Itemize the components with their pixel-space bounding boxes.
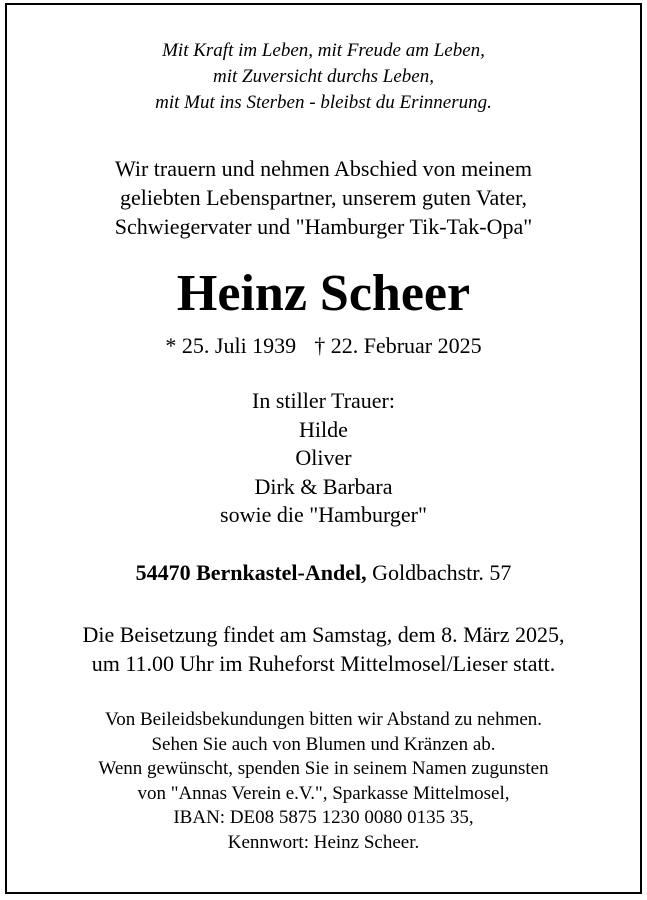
motto	[0, 38, 647, 116]
intro-line: geliebten Lebenspartner, unserem guten Vater,	[119, 185, 528, 210]
condolence-notice	[0, 708, 647, 855]
intro-line: Schwiegervater und "Hamburger Tik-Tak-Opa"	[114, 214, 533, 239]
address-city: 54470 Bernkastel-Andel,	[135, 560, 367, 585]
mourner-name: Dirk & Barbara	[254, 473, 393, 499]
birth-date: * 25. Juli 1939	[165, 333, 297, 358]
mourner-name: sowie die "Hamburger"	[220, 502, 427, 527]
burial-line: Die Beisetzung findet am Samstag, dem 8. März 2025,	[82, 622, 565, 647]
deceased-name: Heinz Scheer	[176, 265, 471, 322]
intro-line: Wir trauern und nehmen Abschied von meinem	[114, 156, 532, 181]
intro-text	[0, 154, 647, 241]
notice-line: IBAN: DE08 5875 1230 0080 0135 35,	[173, 807, 474, 828]
burial-info	[0, 620, 647, 678]
notice-line: Sehen Sie auch von Blumen und Kränzen ab.	[151, 733, 496, 755]
notice-line: Von Beileidsbekundungen bitten wir Abstand zu nehmen.	[104, 709, 543, 730]
mourners	[0, 387, 647, 530]
motto-line: Mit Kraft im Leben, mit Freude am Leben,	[162, 40, 485, 61]
notice-line: von "Annas Verein e.V.", Sparkasse Mittelmosel,	[137, 782, 510, 804]
life-dates	[0, 331, 647, 360]
motto-line: mit Mut ins Sterben - bleibst du Erinnerung.	[155, 92, 492, 113]
motto-line: mit Zuversicht durchs Leben,	[213, 66, 434, 87]
mourner-name: Oliver	[295, 445, 352, 470]
mourner-name: Hilde	[299, 416, 348, 442]
notice-line: Kennwort: Heinz Scheer.	[227, 831, 420, 853]
mourners-heading: In stiller Trauer:	[252, 388, 395, 413]
notice-line: Wenn gewünscht, spenden Sie in seinem Namen zugunsten	[98, 758, 549, 779]
death-date: † 22. Februar 2025	[314, 333, 482, 358]
burial-line: um 11.00 Uhr im Ruheforst Mittelmosel/Lieser statt.	[91, 651, 556, 676]
address-street: Goldbachstr. 57	[372, 560, 512, 585]
address	[0, 558, 647, 587]
